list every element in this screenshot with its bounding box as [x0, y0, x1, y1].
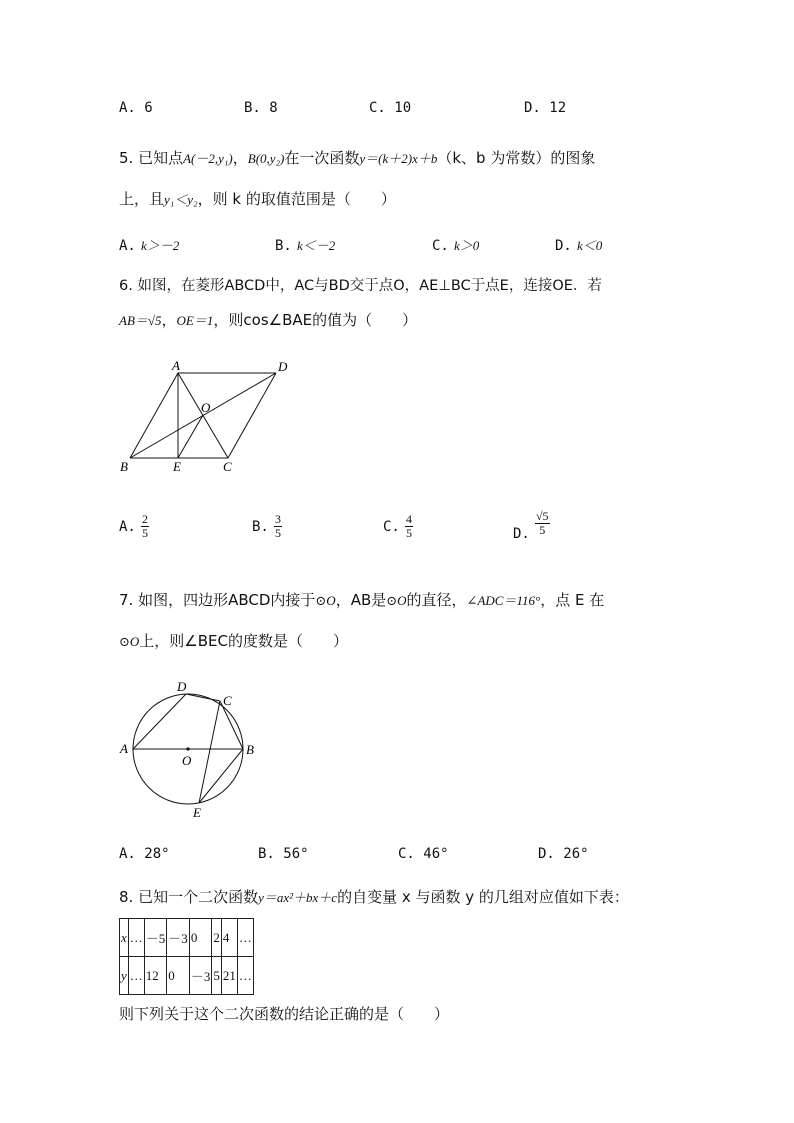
q5-point-a: A(－2,y₁) [183, 151, 233, 166]
q5-line2b: ，则 k 的取值范围是（ ） [197, 190, 396, 208]
table-cell: 0 [167, 957, 190, 995]
q5-option-c: C. k＞0 [432, 238, 480, 254]
q7-angle: ∠ADC＝116° [466, 593, 541, 608]
q7-option-c: C. 46° [398, 846, 449, 862]
q6-option-d: D. $\frac{√5}{5}$ [513, 509, 549, 542]
circle-o-symbol: ⊙O [119, 634, 140, 649]
table-cell: 4 [221, 919, 237, 957]
table-cell: 21 [221, 957, 237, 995]
q5-sep: ， [232, 149, 248, 167]
q5-line1 [119, 147, 595, 168]
q7-line1: 7. 如图，四边形ABCD内接于⊙O，AB是⊙O的直径，∠ADC＝116°，点 E 在 [119, 591, 605, 609]
q5-option-d: D. k＜0 [555, 238, 603, 254]
table-cell: －3 [167, 919, 190, 957]
segment-dc [186, 694, 220, 701]
q4-option-a: A. 6 [119, 100, 153, 116]
label-b: B [246, 742, 254, 757]
q4-option-d: D. 12 [524, 100, 567, 116]
label-c: C [223, 693, 232, 708]
q8-value-table [119, 918, 254, 995]
q7-option-d: D. 26° [538, 846, 589, 862]
segment-ba [130, 373, 178, 458]
q7-line2: ⊙O上，则∠BEC的度数是（ ） [119, 632, 348, 650]
q5-line2 [119, 188, 396, 209]
table-row [120, 957, 254, 995]
q5-condition: y₁＜y₂ [164, 192, 198, 207]
label-c: C [223, 459, 232, 474]
label-a: A [172, 358, 180, 373]
q6-option-c: C. $\frac{4}{5}$ [383, 512, 412, 540]
label-o: O [182, 753, 192, 768]
label-o: O [201, 400, 211, 415]
segment-dc [228, 373, 276, 458]
table-cell: －5 [144, 919, 167, 957]
segment-eo [178, 415, 203, 458]
q8-function: y＝ax²＋bx＋c [258, 890, 338, 905]
q5-option-b: B. k＜－2 [275, 238, 336, 254]
label-a: A [120, 741, 128, 756]
q4-option-c: C. 10 [369, 100, 412, 116]
q7-option-a: A. 28° [119, 846, 170, 862]
label-e: E [193, 805, 201, 820]
q6-rhombus-figure [110, 355, 310, 480]
label-b: B [120, 459, 128, 474]
label-d: D [177, 679, 187, 694]
table-cell: －3 [189, 957, 212, 995]
q6-ab: AB＝√5 [119, 313, 162, 328]
q8-question: 则下列关于这个二次函数的结论正确的是（ ） [119, 1005, 450, 1023]
table-row [120, 919, 254, 957]
q5-function: y＝(k＋2)x＋b [359, 151, 438, 166]
q5-mid: 在一次函数 [284, 149, 360, 167]
circle-o-symbol: ⊙O [315, 593, 336, 608]
q5-paren: （k、b 为常数）的图象 [437, 149, 596, 167]
table-cell: x [120, 919, 129, 957]
q5-option-a: A. k＞－2 [119, 238, 180, 254]
q5-line2a: 上，且 [119, 190, 165, 208]
q4-option-b: B. 8 [244, 100, 278, 116]
table-cell: … [128, 919, 144, 957]
table-cell: … [237, 919, 253, 957]
q6-line2d: ，则cos∠BAE的值为（ ） [213, 311, 418, 329]
table-cell: … [128, 957, 144, 995]
table-cell: y [120, 957, 129, 995]
segment-ce [199, 701, 220, 803]
q6-line1: 6. 如图，在菱形ABCD中，AC与BD交于点O，AE⊥BC于点E，连接OE．若 [119, 278, 602, 294]
label-d: D [278, 359, 288, 374]
q6-option-a: A. $\frac{2}{5}$ [119, 512, 148, 540]
q6-oe: OE＝1 [176, 313, 214, 328]
table-cell: 2 [212, 919, 222, 957]
segment-cb [220, 701, 243, 749]
table-cell: 0 [189, 919, 212, 957]
q6-line2: AB＝√5，OE＝1，则cos∠BAE的值为（ ） [119, 311, 418, 329]
q7-circle-figure [115, 676, 265, 824]
center-point-o [186, 747, 189, 750]
circle-o-symbol: ⊙O [386, 593, 407, 608]
q5-number: 5. 已知点 [119, 149, 184, 167]
table-cell: 12 [144, 957, 167, 995]
q8-line1: 8. 已知一个二次函数y＝ax²＋bx＋c的自变量 x 与函数 y 的几组对应值如下表： [119, 888, 629, 906]
table-cell: … [237, 957, 253, 995]
q7-option-b: B. 56° [258, 846, 309, 862]
q5-point-b: B(0,y₂) [247, 151, 285, 166]
label-e: E [173, 459, 181, 474]
q6-option-b: B. $\frac{3}{5}$ [252, 512, 281, 540]
table-cell: 5 [212, 957, 222, 995]
